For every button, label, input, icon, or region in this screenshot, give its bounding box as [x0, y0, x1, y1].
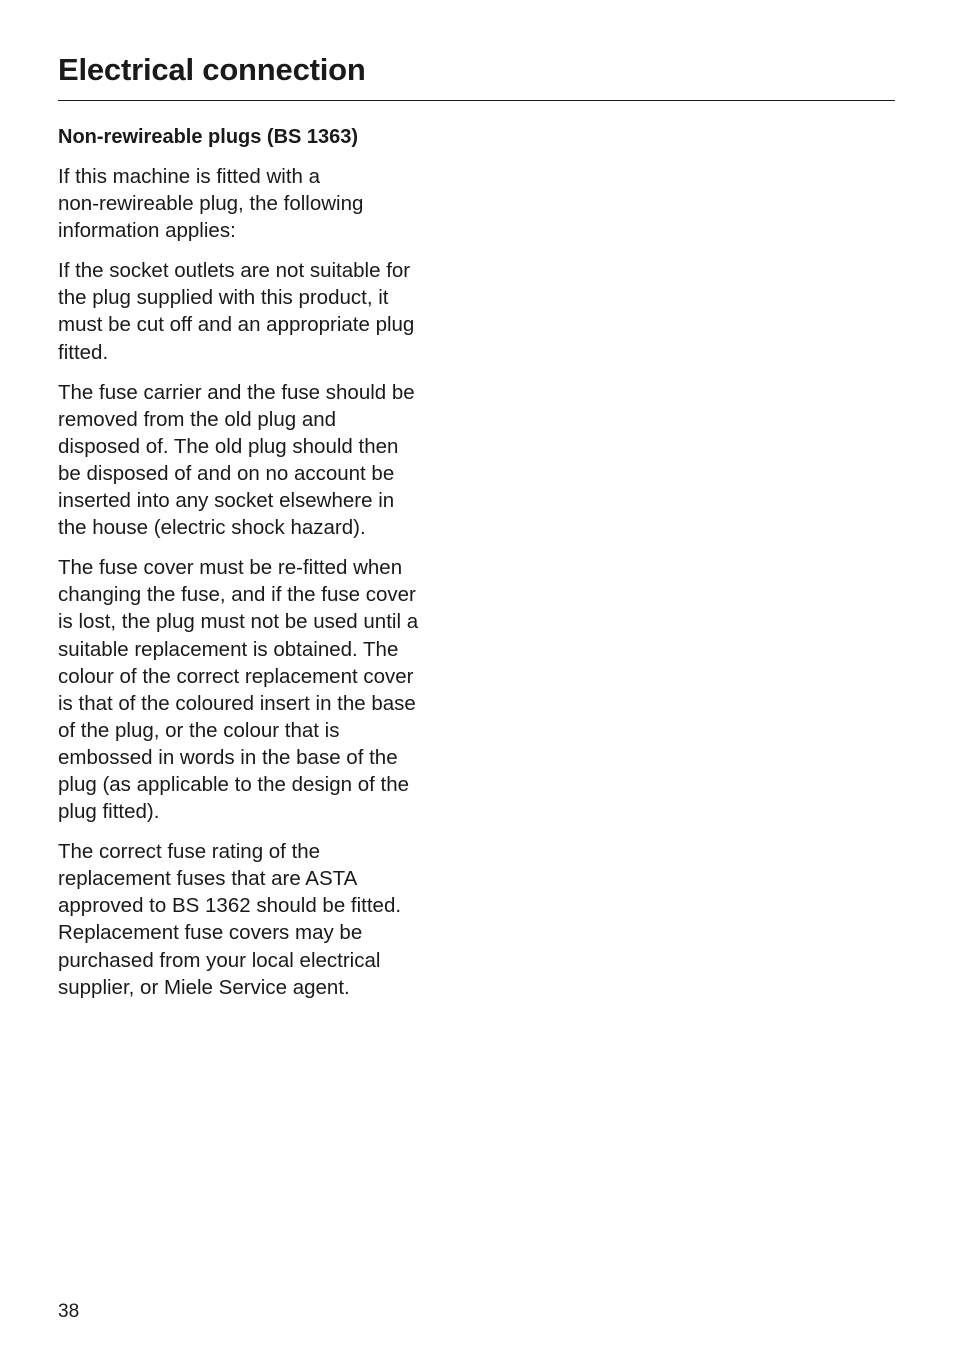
section-heading: Non-rewireable plugs (BS 1363): [58, 126, 359, 148]
paragraph-fuse-cover: The fuse cover must be re-fitted when changing the fuse, and if the fuse cover is lost, the plug must not be used until a suitable replacement is obtained. The colour of the correct replacement cover is that of the coloured insert in the base of the plug, or the colour that is embossed in words in the base of the plug (as applicable to the design of the plug fitted).: [58, 556, 419, 824]
paragraph-socket-outlets: If the socket outlets are not suitable for the plug supplied with this product, it must be cut off and an appropriate plug fitted.: [58, 259, 415, 364]
paragraph-intro: If this machine is fitted with a non-rewireable plug, the following information applies:: [58, 165, 364, 243]
paragraph-fuse-carrier: The fuse carrier and the fuse should be removed from the old plug and disposed of. The old plug should then be disposed of and on no account be inserted into any socket elsewhere in the house (electric shock hazard).: [58, 380, 415, 540]
title-divider: [58, 100, 895, 101]
section-content: [58, 123, 468, 1014]
page-number: 38: [58, 1301, 80, 1322]
paragraph-fuse-rating: The correct fuse rating of the replacement fuses that are ASTA approved to BS 1362 should be fitted. Replacement fuse covers may be purchased from your local electrical supplier, or Miele Service agent.: [58, 840, 402, 999]
page-title: Electrical connection: [58, 52, 366, 87]
